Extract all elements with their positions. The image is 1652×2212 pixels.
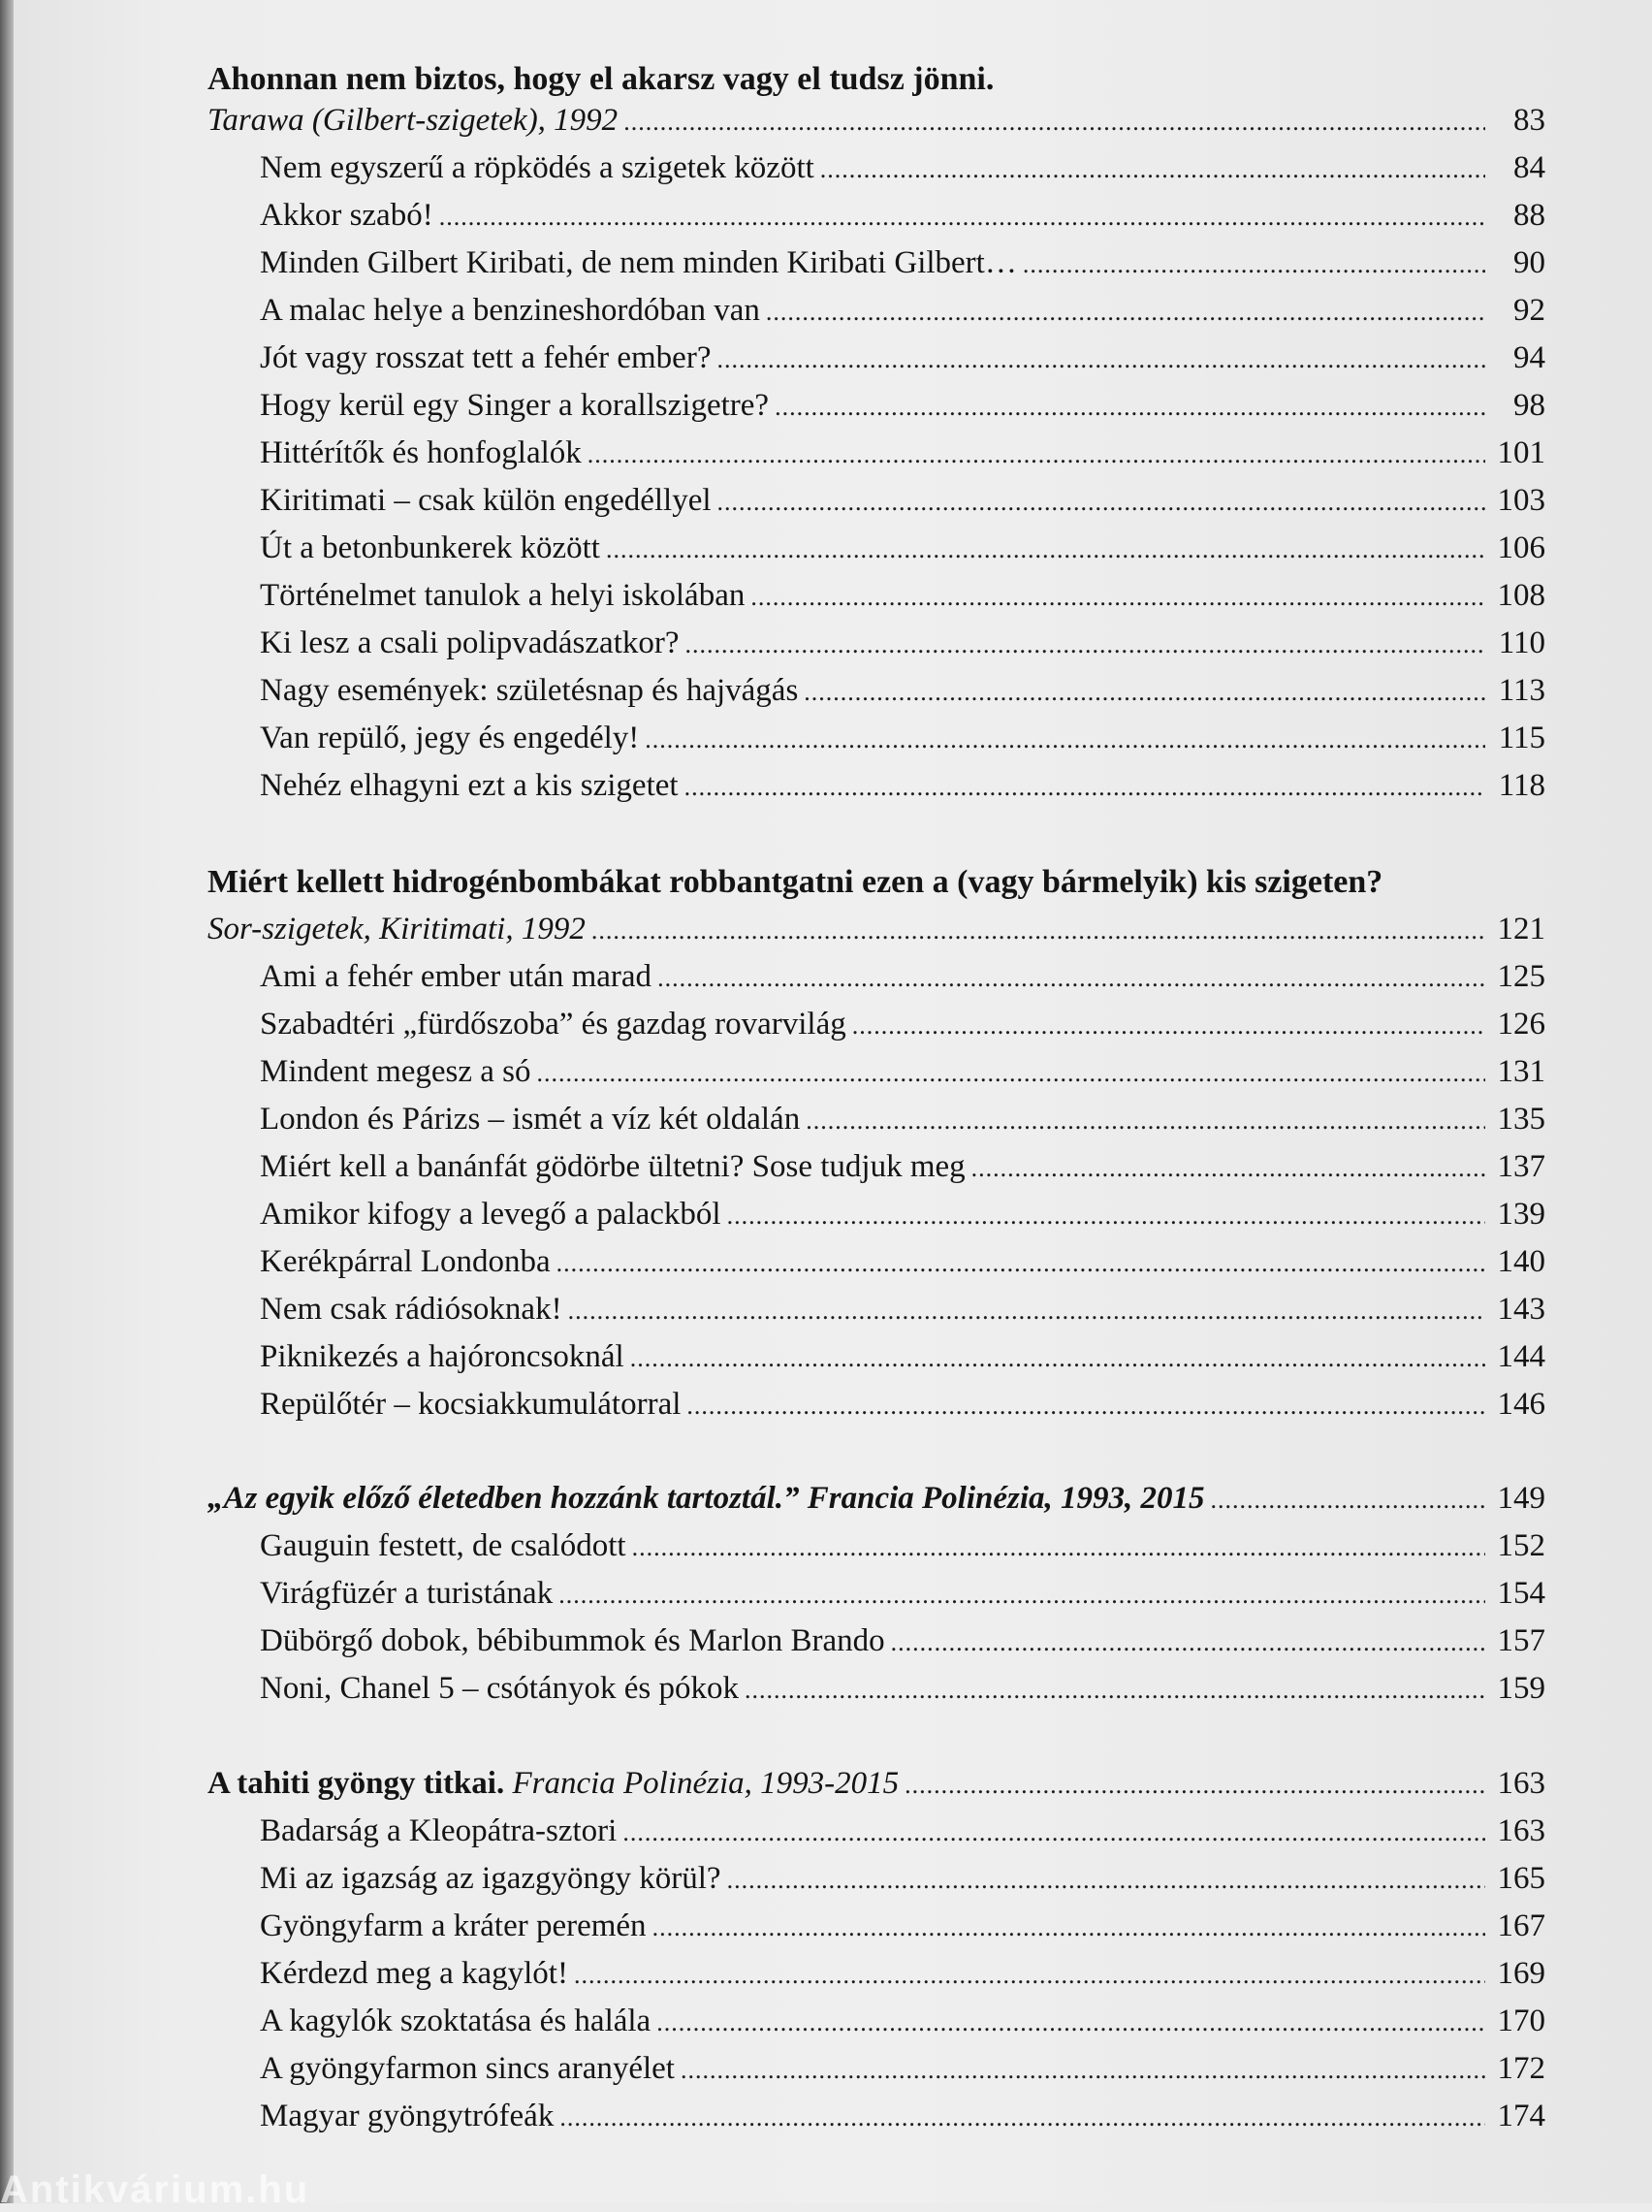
- page-number: 88: [1513, 198, 1545, 233]
- toc-entry[interactable]: [260, 715, 1545, 761]
- page-number: 90: [1513, 245, 1545, 280]
- entry-title: Nehéz elhagyni ezt a kis szigetet: [260, 768, 679, 803]
- entry-title: Van repülő, jegy és engedély!: [260, 721, 640, 755]
- page-number: 159: [1497, 1671, 1545, 1706]
- entry-title: A kagylók szoktatása és halála: [260, 2004, 651, 2038]
- page-number: 140: [1497, 1244, 1545, 1279]
- entry-title: Gyöngyfarm a kráter peremén: [260, 1908, 647, 1943]
- toc-entry[interactable]: [260, 1998, 1545, 2044]
- entry-title: Hogy kerül egy Singer a korallszigetre?: [260, 388, 770, 423]
- page-number: 94: [1513, 340, 1545, 375]
- toc-entry[interactable]: [260, 1191, 1545, 1237]
- leader-dots: [745, 1667, 1485, 1714]
- page-number: 108: [1497, 578, 1545, 613]
- toc-entry[interactable]: [260, 762, 1545, 809]
- page-number: 143: [1497, 1292, 1545, 1327]
- page-number: 110: [1498, 625, 1545, 660]
- page-number: 157: [1497, 1623, 1545, 1658]
- toc-entry[interactable]: [260, 477, 1545, 524]
- toc-entry[interactable]: [260, 1096, 1545, 1142]
- heading-title: A tahiti gyöngy titkai.: [207, 1766, 505, 1801]
- entry-title: Minden Gilbert Kiribati, de nem minden Kiribati Gilbert…: [260, 245, 1017, 280]
- leader-dots: [656, 2000, 1485, 2046]
- leader-dots: [775, 384, 1485, 431]
- entry-title: Akkor szabó!: [260, 198, 433, 233]
- entry-title: Magyar gyöngytrófeák: [260, 2099, 555, 2133]
- entry-title: Szabadtéri „fürdőszoba” és gazdag rovarvilág: [260, 1007, 846, 1042]
- leader-dots: [588, 432, 1485, 478]
- toc-entry[interactable]: [260, 1143, 1545, 1190]
- page-number: 144: [1497, 1339, 1545, 1374]
- page-number: 152: [1497, 1528, 1545, 1563]
- toc-entry[interactable]: [260, 240, 1545, 286]
- watermark: Antikvárium.hu: [0, 2168, 310, 2211]
- entry-title: Gauguin festett, de csalódott: [260, 1528, 626, 1563]
- page-number: 163: [1497, 1766, 1545, 1801]
- page-number: 174: [1497, 2099, 1545, 2133]
- page-number: 113: [1498, 673, 1545, 708]
- leader-dots: [606, 527, 1485, 573]
- toc-entry[interactable]: [260, 1903, 1545, 1949]
- toc-entry[interactable]: [260, 1855, 1545, 1902]
- entry-title: Amikor kifogy a levegő a palackból: [260, 1197, 721, 1232]
- toc-entry[interactable]: [260, 1048, 1545, 1095]
- page-number: 106: [1497, 530, 1545, 565]
- page-number: 103: [1497, 483, 1545, 518]
- book-spine-shadow: [0, 0, 14, 2203]
- leader-dots: [685, 622, 1486, 668]
- leader-dots: [558, 1572, 1485, 1619]
- leader-dots: [727, 1857, 1485, 1904]
- leader-dots: [716, 337, 1485, 383]
- page-number: 115: [1498, 721, 1545, 755]
- section-heading-entry[interactable]: [207, 1760, 1545, 1807]
- entry-title: A gyöngyfarmon sincs aranyélet: [260, 2051, 675, 2086]
- toc-entry[interactable]: [260, 1523, 1545, 1569]
- entry-title: Jót vagy rosszat tett a fehér ember?: [260, 340, 712, 375]
- toc-entry[interactable]: [260, 1665, 1545, 1712]
- toc-entry[interactable]: [260, 953, 1545, 1000]
- toc-entry[interactable]: [260, 144, 1545, 191]
- page-number: 165: [1497, 1861, 1545, 1896]
- leader-dots: [905, 1762, 1485, 1809]
- page-number: 146: [1497, 1387, 1545, 1422]
- page-number: 137: [1497, 1149, 1545, 1184]
- toc-entry[interactable]: [260, 1001, 1545, 1047]
- leader-dots: [630, 1335, 1485, 1382]
- toc-entry[interactable]: [260, 525, 1545, 571]
- entry-title: Kiritimati – csak külön engedéllyel: [260, 483, 712, 518]
- entry-title: Mindent megesz a só: [260, 1054, 531, 1089]
- section-title: Ahonnan nem biztos, hogy el akarsz vagy el tudsz jönni.: [207, 61, 995, 97]
- leader-dots: [681, 2047, 1485, 2094]
- toc-entry[interactable]: [260, 2045, 1545, 2092]
- page-number: 131: [1497, 1054, 1545, 1089]
- entry-title: Kérdezd meg a kagylót!: [260, 1956, 568, 1991]
- toc-entry[interactable]: [260, 1381, 1545, 1427]
- entry-title: Piknikezés a hajóroncsoknál: [260, 1339, 624, 1374]
- leader-dots: [727, 1193, 1485, 1239]
- entry-title: Történelmet tanulok a helyi iskolában: [260, 578, 746, 613]
- toc-entry[interactable]: [260, 2093, 1545, 2139]
- leader-dots: [652, 1905, 1485, 1951]
- leader-dots: [766, 289, 1485, 336]
- toc-entry[interactable]: [260, 335, 1545, 381]
- toc-entry[interactable]: [260, 1618, 1545, 1664]
- entry-title: A malac helye a benzineshordóban van: [260, 293, 760, 328]
- section-heading-entry[interactable]: [207, 1475, 1545, 1522]
- page-number: 118: [1498, 768, 1545, 803]
- toc-entry[interactable]: [260, 1286, 1545, 1332]
- entry-title: London és Párizs – ismét a víz két oldalán: [260, 1102, 801, 1137]
- page-number: 172: [1497, 2051, 1545, 2086]
- entry-title: Út a betonbunkerek között: [260, 530, 600, 565]
- page-number: 169: [1497, 1956, 1545, 1991]
- toc-entry[interactable]: [260, 1808, 1545, 1854]
- leader-dots: [623, 99, 1485, 145]
- leader-dots: [686, 1383, 1485, 1429]
- leader-dots: [750, 574, 1485, 621]
- leader-dots: [820, 146, 1485, 193]
- leader-dots: [439, 194, 1485, 240]
- leader-dots: [971, 1145, 1485, 1192]
- leader-dots: [591, 908, 1485, 954]
- leader-dots: [568, 1288, 1485, 1334]
- leader-dots: [1211, 1477, 1485, 1523]
- toc-entry[interactable]: [260, 1333, 1545, 1380]
- entry-title: Noni, Chanel 5 – csótányok és pókok: [260, 1671, 740, 1706]
- entry-title: Kerékpárral Londonba: [260, 1244, 551, 1279]
- toc-entry[interactable]: [260, 382, 1545, 429]
- entry-title: Mi az igazság az igazgyöngy körül?: [260, 1861, 721, 1896]
- section-heading-entry[interactable]: [207, 906, 1545, 952]
- heading-location: Tarawa (Gilbert-szigetek), 1992: [207, 103, 619, 138]
- page-number: 135: [1497, 1102, 1545, 1137]
- toc-entry[interactable]: [260, 620, 1545, 666]
- leader-dots: [622, 1810, 1485, 1856]
- leader-dots: [559, 2095, 1485, 2141]
- heading-location: „Az egyik előző életedben hozzánk tartoztál.” Francia Polinézia, 1993, 2015: [207, 1481, 1205, 1516]
- entry-title: Nagy események: születésnap és hajvágás: [260, 673, 799, 708]
- heading-location: Sor-szigetek, Kiritimati, 1992: [207, 912, 586, 946]
- page-number: 98: [1513, 388, 1545, 423]
- section-title: Miért kellett hidrogénbombákat robbantgatni ezen a (vagy bármelyik) kis szigeten?: [207, 864, 1383, 900]
- entry-title: Miért kell a banánfát gödörbe ültetni? Sose tudjuk meg: [260, 1149, 966, 1184]
- entry-title: Nem csak rádiósoknak!: [260, 1292, 562, 1327]
- page-number: 167: [1497, 1908, 1545, 1943]
- page-number: 125: [1497, 959, 1545, 994]
- toc-entry[interactable]: [260, 287, 1545, 334]
- page-number: 83: [1513, 103, 1545, 138]
- leader-dots: [537, 1050, 1485, 1097]
- entry-title: Ami a fehér ember után marad: [260, 959, 652, 994]
- leader-dots: [804, 669, 1485, 716]
- leader-dots: [852, 1003, 1485, 1049]
- entry-title: Dübörgő dobok, bébibummok és Marlon Brando: [260, 1623, 885, 1658]
- page-number: 154: [1497, 1576, 1545, 1611]
- leader-dots: [684, 764, 1485, 811]
- entry-title: Hittérítők és honfoglalók: [260, 435, 582, 470]
- toc-entry[interactable]: [260, 1570, 1545, 1617]
- entry-title: Nem egyszerű a röpködés a szigetek között: [260, 150, 814, 185]
- leader-dots: [645, 717, 1485, 763]
- page-number: 126: [1497, 1007, 1545, 1042]
- leader-dots: [556, 1240, 1485, 1287]
- page-number: 170: [1497, 2004, 1545, 2038]
- toc-entry[interactable]: [260, 1950, 1545, 1997]
- toc-entry[interactable]: [260, 572, 1545, 619]
- toc-entry[interactable]: [260, 1238, 1545, 1285]
- page-number: 163: [1497, 1813, 1545, 1848]
- toc-entry[interactable]: [260, 192, 1545, 239]
- page-number: 121: [1497, 912, 1545, 946]
- section-heading-entry[interactable]: [207, 97, 1545, 144]
- page-number: 101: [1497, 435, 1545, 470]
- entry-title: Virágfüzér a turistának: [260, 1576, 554, 1611]
- toc-entry[interactable]: [260, 430, 1545, 476]
- leader-dots: [891, 1619, 1485, 1666]
- leader-dots: [632, 1524, 1485, 1571]
- leader-dots: [1023, 241, 1485, 288]
- page-number: 92: [1513, 293, 1545, 328]
- leader-dots: [717, 479, 1485, 526]
- toc-entry[interactable]: [260, 667, 1545, 714]
- entry-title: Repülőtér – kocsiakkumulátorral: [260, 1387, 682, 1422]
- heading-location: Francia Polinézia, 1993-2015: [512, 1766, 900, 1801]
- leader-dots: [806, 1098, 1485, 1144]
- leader-dots: [574, 1952, 1485, 1999]
- leader-dots: [657, 955, 1485, 1002]
- page-number: 139: [1497, 1197, 1545, 1232]
- entry-title: Badarság a Kleopátra-sztori: [260, 1813, 618, 1848]
- page-number: 84: [1513, 150, 1545, 185]
- entry-title: Ki lesz a csali polipvadászatkor?: [260, 625, 680, 660]
- page-number: 149: [1497, 1481, 1545, 1516]
